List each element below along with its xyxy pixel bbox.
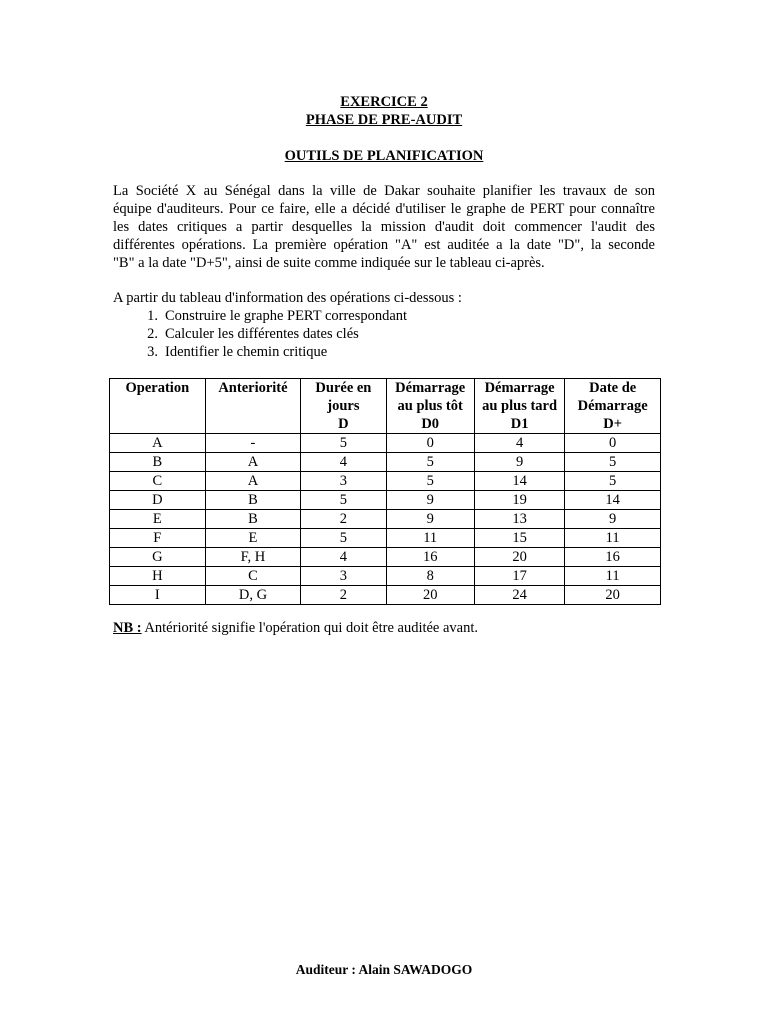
cell-operation: E: [110, 510, 206, 529]
header-line: D1: [510, 416, 529, 432]
table-row: [110, 491, 661, 510]
table-body: [110, 434, 661, 605]
cell-start-date: 0: [565, 434, 661, 453]
header-line: Date de: [589, 380, 637, 396]
note-label: NB :: [113, 620, 142, 636]
cell-earliest-start: 8: [386, 567, 474, 586]
cell-anteriority: C: [205, 567, 301, 586]
cell-anteriority: B: [205, 491, 301, 510]
table-row: [110, 472, 661, 491]
cell-latest-start: 19: [474, 491, 564, 510]
header-line: D: [338, 416, 349, 432]
cell-start-date: 9: [565, 510, 661, 529]
cell-anteriority: F, H: [205, 548, 301, 567]
cell-earliest-start: 5: [386, 453, 474, 472]
header-earliest-start: [386, 379, 474, 434]
intro-line: La Société X au Sénégal dans la ville de Dakar souhaite planifier les travaux de son: [113, 183, 655, 199]
cell-anteriority: E: [205, 529, 301, 548]
cell-earliest-start: 11: [386, 529, 474, 548]
cell-operation: F: [110, 529, 206, 548]
cell-earliest-start: 0: [386, 434, 474, 453]
cell-latest-start: 24: [474, 586, 564, 605]
header-anteriority: [205, 379, 301, 434]
header-line: Operation: [125, 380, 190, 396]
cell-start-date: 20: [565, 586, 661, 605]
cell-operation: D: [110, 491, 206, 510]
cell-latest-start: 4: [474, 434, 564, 453]
intro-line: les dates critiques a partir desquelles la mission d'audit doit commencer l'audit des: [113, 219, 655, 235]
cell-latest-start: 20: [474, 548, 564, 567]
cell-operation: A: [110, 434, 206, 453]
table-row: [110, 548, 661, 567]
cell-anteriority: D, G: [205, 586, 301, 605]
note-text: Antériorité signifie l'opération qui doit être auditée avant.: [141, 620, 479, 636]
header-line: Démarrage: [484, 380, 555, 396]
cell-duration: 4: [301, 453, 386, 472]
cell-duration: 3: [301, 472, 386, 491]
cell-duration: 3: [301, 567, 386, 586]
intro-line: "B" a la date "D+5", ainsi de suite comme indiquée sur le tableau ci-après.: [113, 255, 545, 271]
task-number: 3.: [147, 344, 158, 360]
header-duration: [301, 379, 386, 434]
instructions-lead: A partir du tableau d'information des opérations ci-dessous :: [113, 290, 462, 306]
cell-anteriority: A: [205, 472, 301, 491]
cell-duration: 4: [301, 548, 386, 567]
header-line: D0: [421, 416, 440, 432]
cell-start-date: 5: [565, 453, 661, 472]
task-text: Calculer les différentes dates clés: [165, 326, 359, 342]
header-line: jours: [327, 398, 360, 414]
task-item: [113, 325, 407, 343]
note: [113, 619, 478, 637]
header-line: au plus tôt: [397, 398, 463, 414]
cell-duration: 5: [301, 491, 386, 510]
cell-anteriority: A: [205, 453, 301, 472]
intro-paragraph: [113, 182, 655, 272]
cell-duration: 5: [301, 434, 386, 453]
header-line: D+: [603, 416, 623, 432]
task-number: 1.: [147, 308, 158, 324]
table-row: [110, 586, 661, 605]
header-line: Démarrage: [395, 380, 466, 396]
table-row: [110, 567, 661, 586]
cell-operation: C: [110, 472, 206, 491]
table-header-row: [110, 379, 661, 434]
cell-start-date: 11: [565, 529, 661, 548]
intro-line: différentes opérations. La première opération "A" est auditée a la date "D", la seconde: [113, 237, 655, 253]
header-operation: [110, 379, 206, 434]
intro-line: équipe d'auditeurs. Pour ce faire, elle a décidé d'utiliser le graphe de PERT pour connaître: [113, 201, 655, 217]
cell-latest-start: 15: [474, 529, 564, 548]
operations-table: [109, 378, 661, 605]
header-line: au plus tard: [482, 398, 558, 414]
cell-latest-start: 17: [474, 567, 564, 586]
cell-start-date: 16: [565, 548, 661, 567]
header-line: Démarrage: [577, 398, 648, 414]
task-item: [113, 307, 407, 325]
cell-anteriority: -: [205, 434, 301, 453]
cell-latest-start: 13: [474, 510, 564, 529]
exercise-title: EXERCICE 2: [340, 94, 428, 110]
task-list: [113, 307, 407, 361]
table-row: [110, 510, 661, 529]
task-item: [113, 343, 407, 361]
cell-anteriority: B: [205, 510, 301, 529]
task-text: Construire le graphe PERT correspondant: [165, 308, 408, 324]
cell-earliest-start: 20: [386, 586, 474, 605]
header-latest-start: [474, 379, 564, 434]
cell-latest-start: 9: [474, 453, 564, 472]
table-row: [110, 529, 661, 548]
section-title: OUTILS DE PLANIFICATION: [284, 148, 484, 164]
table-row: [110, 453, 661, 472]
cell-start-date: 5: [565, 472, 661, 491]
cell-operation: I: [110, 586, 206, 605]
table-row: [110, 434, 661, 453]
cell-latest-start: 14: [474, 472, 564, 491]
cell-earliest-start: 9: [386, 491, 474, 510]
cell-duration: 2: [301, 510, 386, 529]
header-line: Durée en: [315, 380, 372, 396]
cell-operation: G: [110, 548, 206, 567]
author-footer: Auditeur : Alain SAWADOGO: [295, 962, 473, 977]
cell-earliest-start: 16: [386, 548, 474, 567]
header-start-date: [565, 379, 661, 434]
cell-duration: 5: [301, 529, 386, 548]
cell-earliest-start: 5: [386, 472, 474, 491]
cell-start-date: 11: [565, 567, 661, 586]
cell-earliest-start: 9: [386, 510, 474, 529]
phase-title: PHASE DE PRE-AUDIT: [305, 112, 463, 128]
task-text: Identifier le chemin critique: [165, 344, 328, 360]
cell-operation: H: [110, 567, 206, 586]
cell-start-date: 14: [565, 491, 661, 510]
header-line: Anteriorité: [218, 380, 288, 396]
task-number: 2.: [147, 326, 158, 342]
cell-duration: 2: [301, 586, 386, 605]
cell-operation: B: [110, 453, 206, 472]
